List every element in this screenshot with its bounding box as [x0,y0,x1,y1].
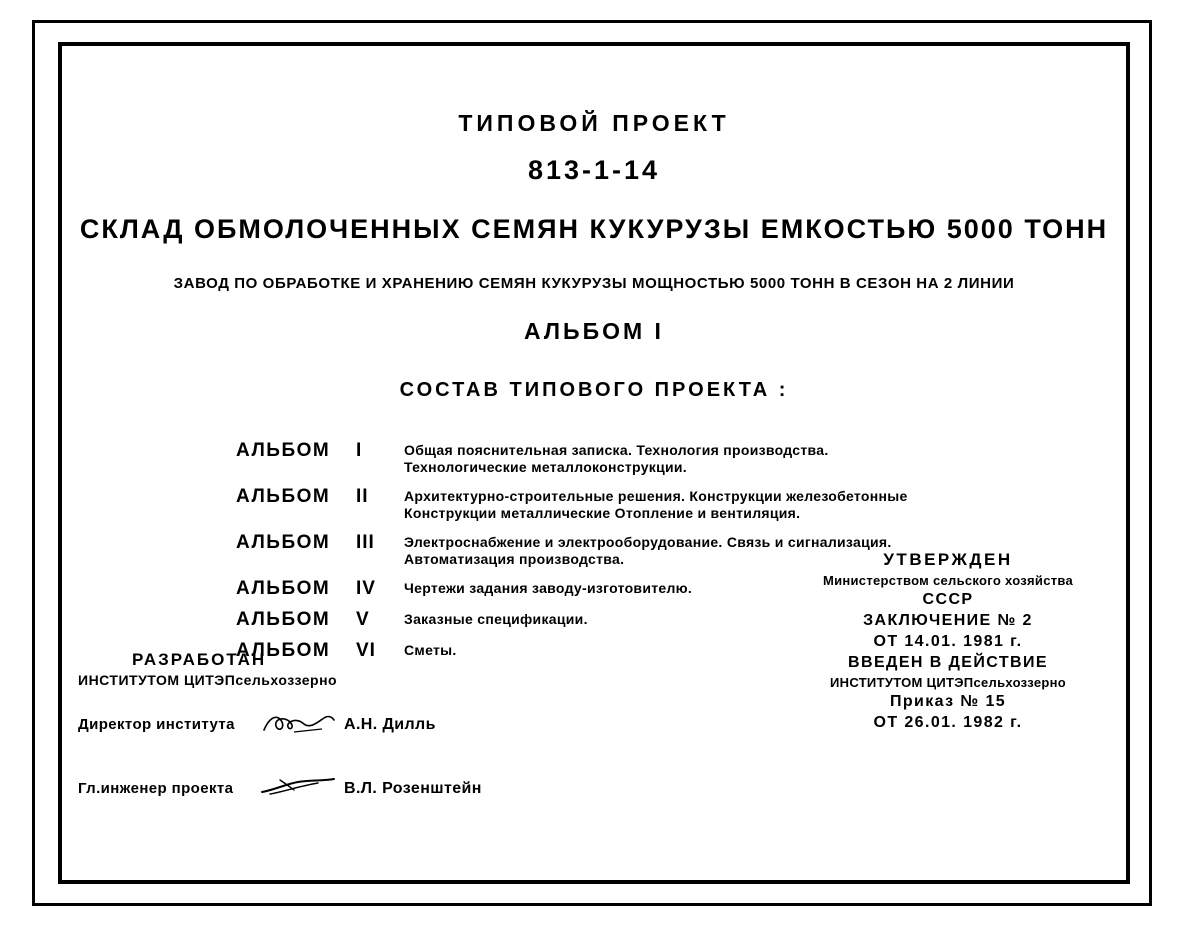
album-word: АЛЬБОМ [236,578,331,599]
list-item [236,609,876,634]
album-number: II [356,486,369,507]
album-number: III [356,532,375,553]
approval-block [788,550,1108,732]
album-designation: АЛЬБОМ I [524,318,664,344]
signature-role: Гл.инженер проекта [78,780,234,797]
signatory-name: В.Л. Розенштейн [344,780,482,797]
order-date: ОТ 26.01. 1982 г. [873,714,1023,731]
album-description-line: Заказные спецификации. [404,611,588,627]
album-description [404,580,692,597]
developed-institute: ИНСТИТУТОМ ЦИТЭПсельхоззерно [78,672,338,688]
album-description [404,442,829,476]
album-word: АЛЬБОМ [236,486,331,507]
introduced-institute: ИНСТИТУТОМ ЦИТЭПсельхоззерно [830,675,1066,690]
album-description-line: Общая пояснительная записка. Технология производства. [404,442,829,458]
signature-row [78,774,498,816]
list-item [236,532,892,572]
signature-mark-icon [260,774,336,800]
album-description-line: Конструкции металлические Отопление и вентиляция. [404,505,801,521]
album-number: IV [356,578,376,599]
album-word: АЛЬБОМ [236,532,331,553]
album-description-line: Технологические металлоконструкции. [404,459,688,475]
album-description-line: Автоматизация производства. [404,551,625,567]
album-number: I [356,440,363,461]
album-description-line: Чертежи задания заводу-изготовителю. [404,580,693,596]
list-item [236,578,876,603]
album-description-line: Электроснабжение и электрооборудование. Связь и сигнализация. [404,534,892,550]
approval-heading: УТВЕРЖДЕН [883,550,1013,569]
album-description [404,611,588,628]
list-item [236,440,876,480]
developed-heading: РАЗРАБОТАН [132,650,267,669]
album-word: АЛЬБОМ [236,609,331,630]
project-title: СКЛАД ОБМОЛОЧЕННЫХ СЕМЯН КУКУРУЗЫ ЕМКОСТЬЮ 5000 ТОНН [79,214,1109,244]
album-description-line: Сметы. [404,642,457,658]
signature-mark-icon [260,710,336,736]
signature-row [78,710,498,752]
conclusion-number: ЗАКЛЮЧЕНИЕ № 2 [863,612,1033,629]
album-word: АЛЬБОМ [236,440,331,461]
approval-country: СССР [922,591,974,608]
album-number: VI [356,640,376,661]
project-subtitle: ЗАВОД ПО ОБРАБОТКЕ И ХРАНЕНИЮ СЕМЯН КУКУРУЗЫ МОЩНОСТЬЮ 5000 ТОНН В СЕЗОН НА 2 ЛИНИИ [173,275,1015,292]
signatory-name: А.Н. Дилль [344,716,436,733]
sheet-content [58,42,1130,884]
document-type-heading: ТИПОВОЙ ПРОЕКТ [458,110,730,136]
album-number: V [356,609,370,630]
project-code: 813-1-14 [527,155,661,185]
composition-heading: СОСТАВ ТИПОВОГО ПРОЕКТА : [399,379,789,401]
album-description [404,488,908,522]
order-number: Приказ № 15 [889,693,1007,710]
album-description-line: Архитектурно-строительные решения. Конструкции железобетонные [404,488,908,504]
developed-by-block [78,650,498,816]
introduced-heading: ВВЕДЕН В ДЕЙСТВИЕ [848,654,1048,671]
conclusion-date: ОТ 14.01. 1981 г. [873,633,1023,650]
list-item [236,486,908,526]
album-word: АЛЬБОМ [236,640,331,661]
signature-role: Директор института [78,716,235,733]
album-contents-list [236,440,908,671]
approval-ministry: Министерством сельского хозяйства [822,573,1074,588]
